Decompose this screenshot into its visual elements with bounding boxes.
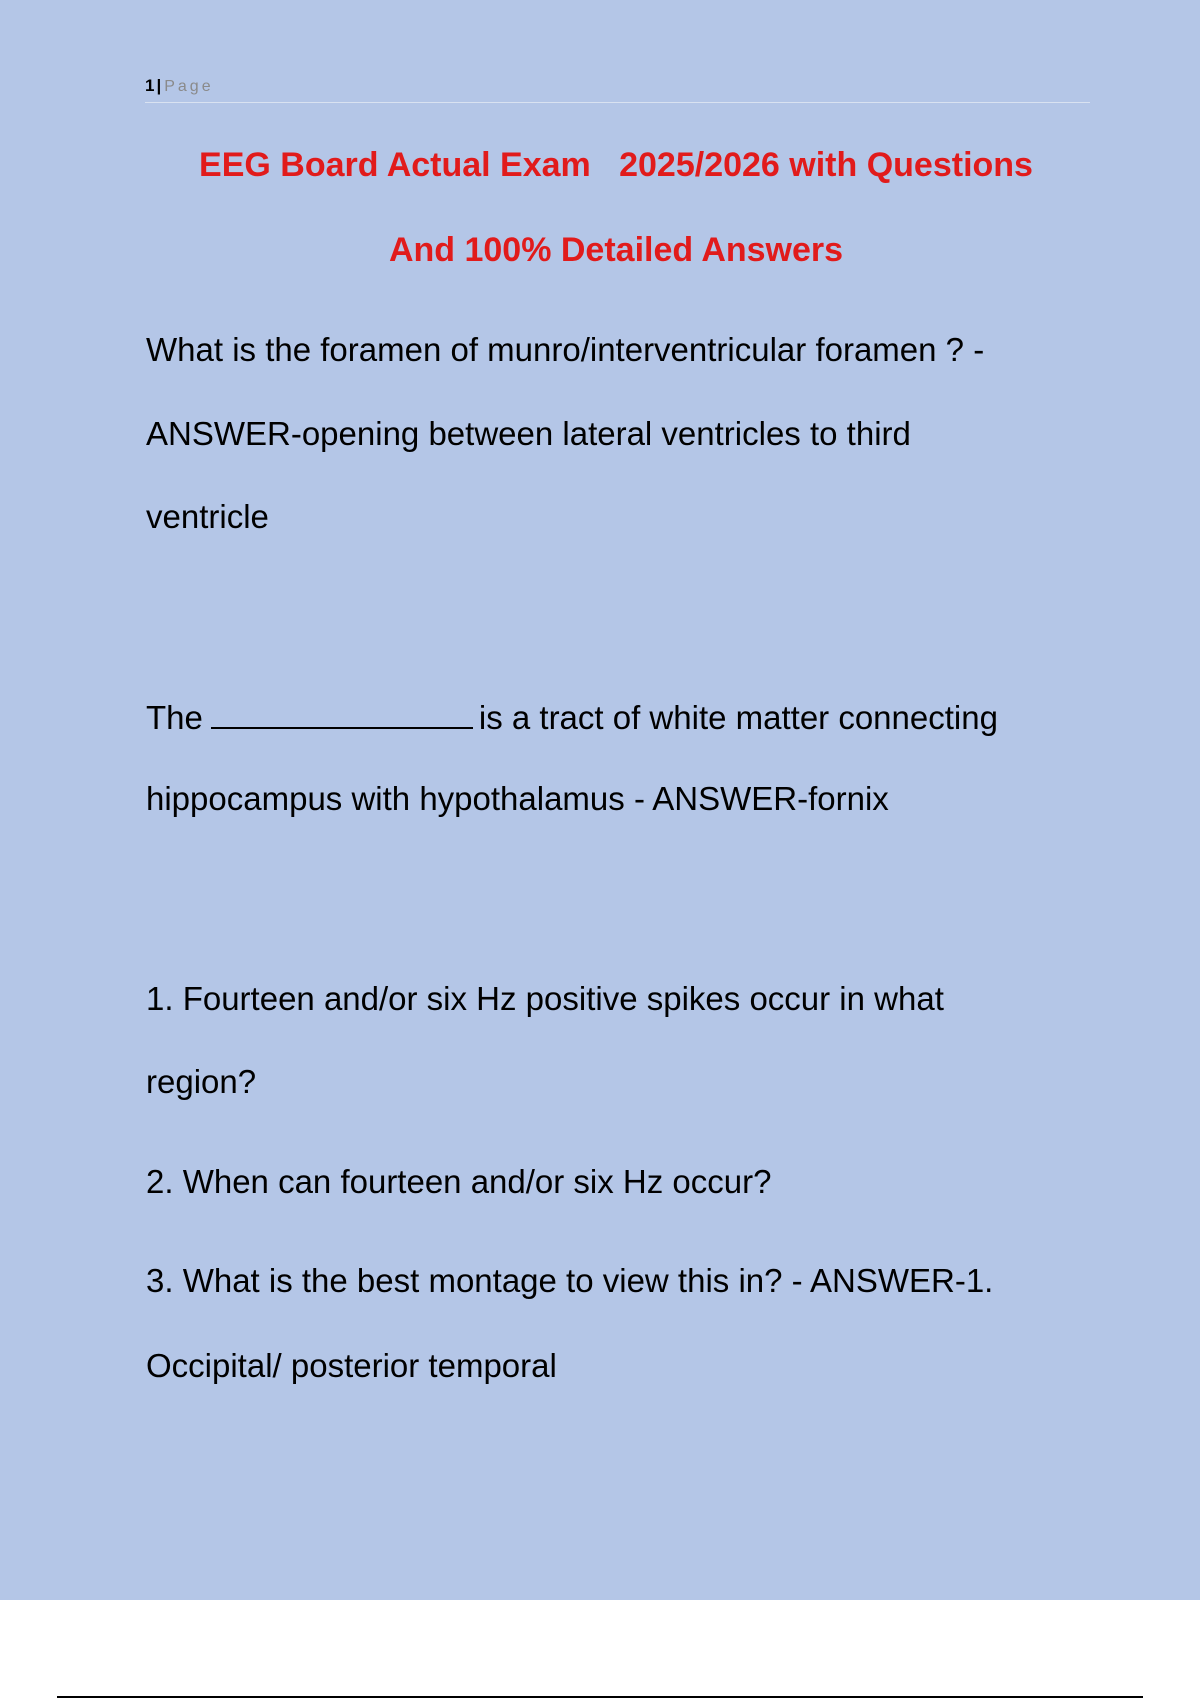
question-2-line-2: hippocampus with hypothalamus - ANSWER-fornix — [146, 780, 889, 817]
question-3-line-2: region? — [146, 1063, 257, 1100]
page-header — [145, 74, 1090, 103]
question-3-line-1: 1. Fourteen and/or six Hz positive spikes occur in what — [146, 980, 944, 1017]
question-3-line-3: 2. When can fourteen and/or six Hz occur? — [146, 1163, 772, 1200]
question-1-line-2: ANSWER-opening between lateral ventricles to third — [146, 415, 911, 452]
question-2-text-before-blank: The — [146, 699, 203, 736]
document-title-line-1: EEG Board Actual Exam 2025/2026 with Questions — [199, 146, 1033, 184]
document-title-line-2: And 100% Detailed Answers — [388, 231, 844, 269]
question-3-line-4: 3. What is the best montage to view this in? - ANSWER-1. — [146, 1262, 994, 1299]
fill-in-blank — [211, 697, 473, 729]
question-2-line-1 — [146, 697, 998, 738]
question-1-line-1: What is the foramen of munro/interventricular foramen ? - — [146, 331, 985, 368]
page-label: Page — [164, 78, 214, 95]
footer-divider — [57, 1696, 1143, 1698]
page-number: 1 — [145, 76, 155, 95]
question-3-line-5: Occipital/ posterior temporal — [146, 1347, 557, 1384]
question-1-line-3: ventricle — [146, 498, 269, 535]
question-2-text-after-blank: is a tract of white matter connecting — [478, 699, 998, 736]
page-separator: | — [156, 76, 162, 95]
